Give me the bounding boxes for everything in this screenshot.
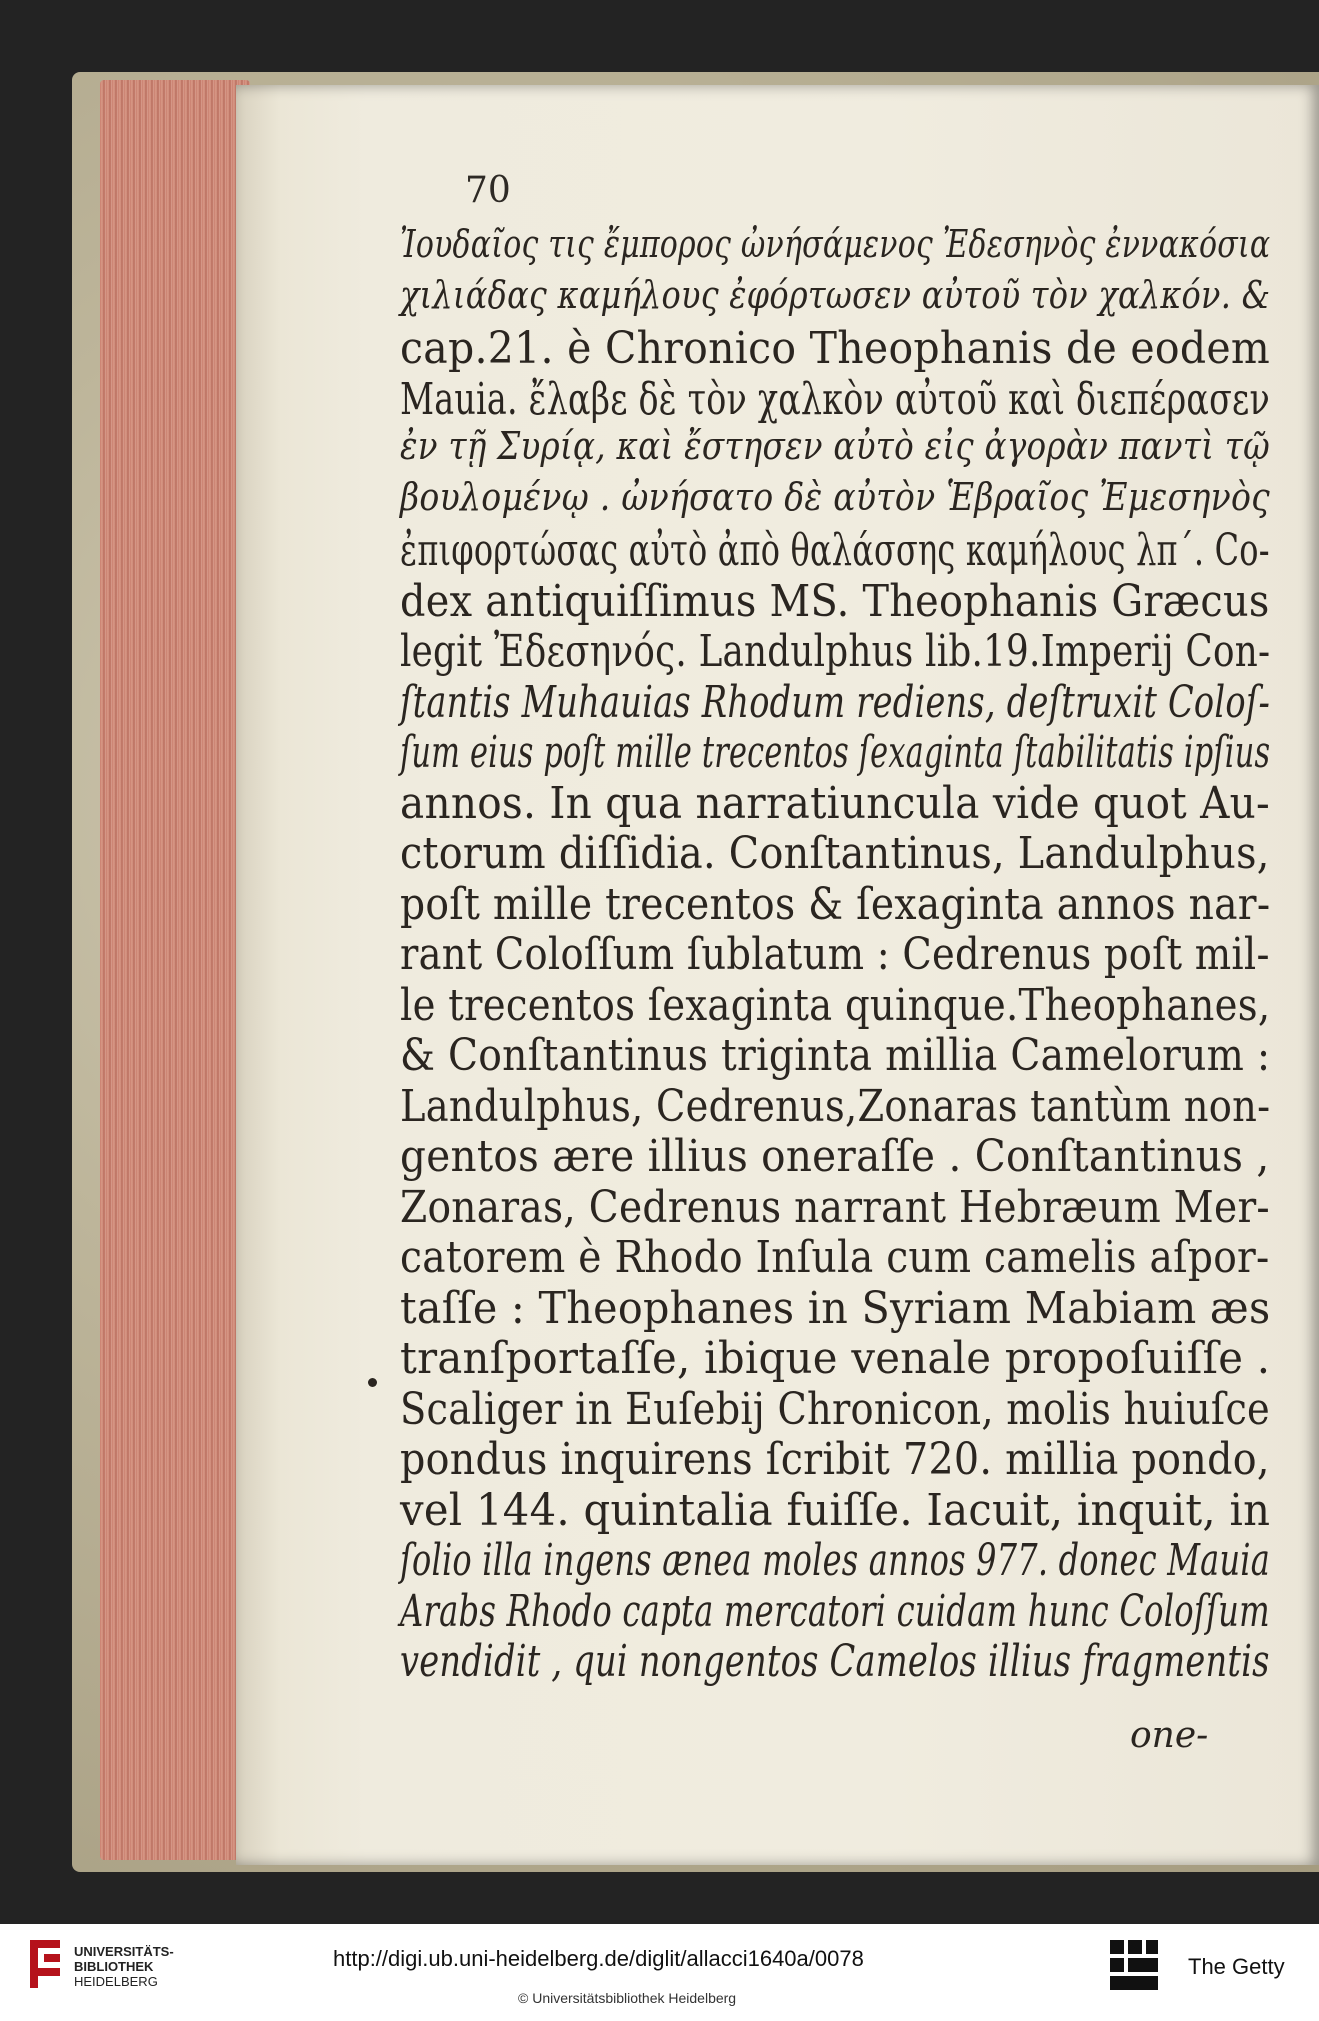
text-line: ἐν τῇ Συρίᾳ, καὶ ἔστησεν αὐτὸ εἰς ἀγορὰν παντὶ τῷ bbox=[400, 424, 1270, 468]
text-line: pondus inquirens ſcribit 720. millia pondo, bbox=[400, 1434, 1270, 1485]
text-line: tranſportaſſe, ibique venale propoſuiſſe . bbox=[400, 1333, 1271, 1384]
page-edges bbox=[100, 80, 250, 1860]
library-name-line3: HEIDELBERG bbox=[74, 1974, 158, 1989]
margin-mark bbox=[368, 1378, 377, 1387]
text-line: ctorum diſſidia. Conſtantinus, Landulphus, bbox=[400, 828, 1270, 879]
text-line: Mauia. ἔλαβε δὲ τὸν χαλκὸν αὐτοῦ καὶ διεπέρασεν bbox=[400, 373, 1270, 425]
library-name bbox=[74, 1944, 174, 1989]
text-line: ſolio illa ingens ænea moles annos 977. donec Mauia bbox=[400, 1535, 1271, 1586]
permalink[interactable]: http://digi.ub.uni-heidelberg.de/diglit/allacci1640a/0078 bbox=[333, 1946, 864, 1971]
copyright-notice: © Universitätsbibliothek Heidelberg bbox=[518, 1990, 737, 2006]
text-line: ſum eius poſt mille trecentos ſexaginta ſtabilitatis ipſius bbox=[400, 727, 1271, 778]
text-line: βουλομένῳ . ὠνήσατο δὲ αὐτὸν Ἑβραῖος Ἐμεσηνὸς bbox=[400, 474, 1270, 519]
text-line: Landulphus, Cedrenus,Zonaras tantùm non- bbox=[400, 1080, 1271, 1132]
text-line: legit Ἐδεσηνός. Landulphus lib.19.Imperij Con- bbox=[400, 626, 1271, 677]
text-line: vel 144. quintalia fuiſſe. Iacuit, inquit, in bbox=[400, 1484, 1271, 1536]
text-line: vendidit , qui nongentos Camelos illius fragmentis bbox=[400, 1636, 1270, 1687]
text-line: taſſe : Theophanes in Syriam Mabiam æs bbox=[400, 1282, 1271, 1334]
text-line: gentos ære illius oneraſſe . Conſtantinus , bbox=[400, 1131, 1270, 1182]
text-line: ſtantis Muhauias Rhodum rediens, deſtruxit Coloſ- bbox=[400, 676, 1271, 728]
text-line: annos. In qua narratiuncula vide quot Au- bbox=[400, 777, 1271, 829]
text-line: Scaliger in Euſebij Chronicon, molis huiuſce bbox=[400, 1383, 1270, 1435]
text-line: dex antiquiſſimus MS. Theophanis Græcus bbox=[400, 575, 1270, 627]
text-line: χιλιάδας καμήλους ἐφόρτωσεν αὐτοῦ τὸν χαλκόν. & bbox=[400, 272, 1271, 317]
text-line: Arabs Rhodo capta mercatori cuidam hunc Coloſſum bbox=[400, 1585, 1270, 1637]
text-line: rant Coloſſum ſublatum : Cedrenus poſt mil- bbox=[400, 929, 1270, 980]
getty-logo-icon bbox=[1108, 1938, 1160, 1994]
library-name-line1: UNIVERSITÄTS- bbox=[74, 1944, 174, 1959]
university-logo-icon bbox=[28, 1938, 64, 1990]
text-line: cap.21. è Chronico Theophanis de eodem bbox=[400, 323, 1271, 374]
text-line: ἐπιφορτώσας αὐτὸ ἀπὸ θαλάσσης καμήλους λπ΄. Co- bbox=[400, 525, 1270, 576]
footer-bar bbox=[0, 1924, 1319, 2021]
library-name-line2: BIBLIOTHEK bbox=[74, 1959, 154, 1974]
text-line: poſt mille trecentos & ſexaginta annos nar- bbox=[400, 878, 1271, 930]
text-line: Zonaras, Cedrenus narrant Hebræum Mer- bbox=[400, 1181, 1270, 1233]
text-line: Ἰουδαῖος τις ἔμπορος ὠνήσάμενος Ἐδεσηνὸς ἐννακόσια bbox=[400, 222, 1271, 266]
catchword: one- bbox=[1130, 1715, 1209, 1756]
text-line: catorem è Rhodo Inſula cum camelis aſpor- bbox=[400, 1232, 1270, 1283]
text-line: le trecentos ſexaginta quinque.Theophanes, bbox=[400, 979, 1271, 1031]
text-line: & Conſtantinus triginta millia Camelorum : bbox=[400, 1030, 1271, 1081]
page-number: 70 bbox=[465, 170, 511, 211]
partner-name: The Getty bbox=[1188, 1954, 1285, 1979]
